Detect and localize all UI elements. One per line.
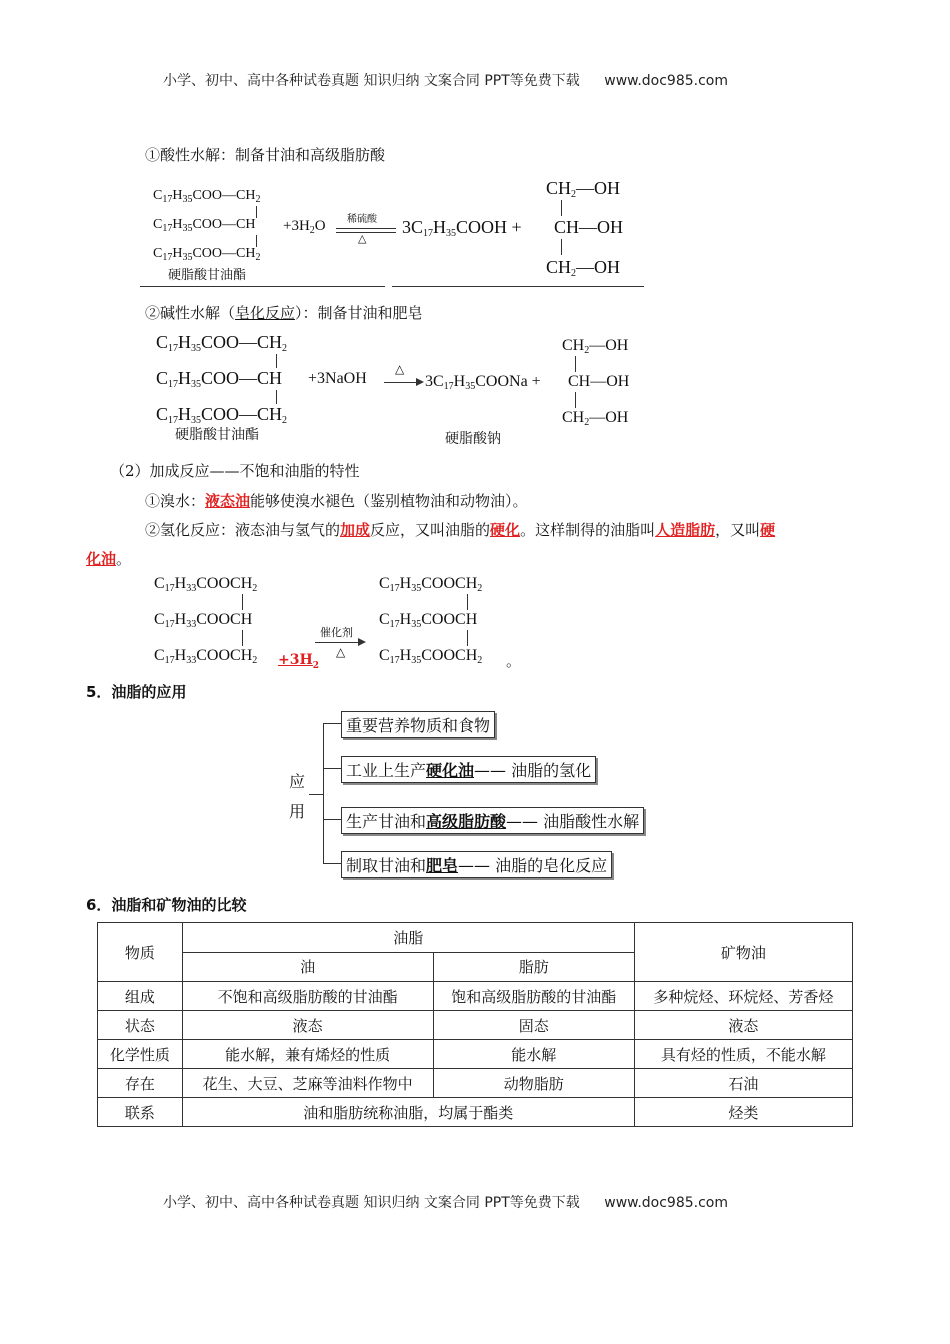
table-row: 状态 液态 固态 液态 xyxy=(98,1011,853,1040)
base-reactant-line-2: $C_{17}H_{35}COO—CH$ xyxy=(156,368,283,390)
base-heat: △ xyxy=(395,362,405,376)
base-hydrolysis-title: ②碱性水解（皂化反应）：制备甘油和肥皂 xyxy=(145,304,423,322)
header-mineral: 矿物油 xyxy=(634,923,852,982)
fat-line-1: $C_{17}H_{35}COOCH_2$ xyxy=(379,575,483,594)
acid-hydrolysis-title: ①酸性水解：制备甘油和高级脂肪酸 xyxy=(145,146,386,164)
hydrogenation-heat: △ xyxy=(336,645,346,659)
acid-glycerol-1: $CH_2—OH$ xyxy=(546,178,621,200)
acid-reactant-line-1: $C_{17}H_{35}COO—CH_2$ xyxy=(153,188,261,205)
section-6-title: 6．油脂和矿物油的比较 xyxy=(86,896,247,914)
applications-diagram xyxy=(285,707,665,887)
base-glycerol-2: CH—OH xyxy=(568,373,630,390)
equation-end: 。 xyxy=(506,652,522,670)
base-glycerol-1: $CH_2—OH$ xyxy=(562,337,629,356)
application-item: 制取甘油和肥皂—— 油脂的皂化反应 xyxy=(341,851,612,878)
fat-line-3: $C_{17}H_{35}COOCH_2$ xyxy=(379,647,483,666)
page-header xyxy=(163,70,728,90)
header-substance: 物质 xyxy=(98,923,183,982)
addition-title: （2）加成反应——不饱和油脂的特性 xyxy=(110,462,360,480)
hydrogenation-line-cont: 化油。 xyxy=(86,550,132,568)
footer-text: 小学、初中、高中各种试卷真题 知识归纳 文案合同 PPT等免费下载 xyxy=(163,1195,580,1211)
application-item: 重要营养物质和食物 xyxy=(341,711,495,738)
base-reagent: +3NaOH xyxy=(308,370,367,387)
acid-reactant-line-2: $C_{17}H_{35}COO—CH$ xyxy=(153,217,256,234)
base-hydrolysis-equation xyxy=(150,330,650,450)
header-url[interactable]: www.doc985.com xyxy=(604,73,728,89)
liquid-oil-term: 液态油 xyxy=(205,492,251,510)
hydrogenation-line: ②氢化反应：液态油与氢气的加成反应，又叫油脂的硬化。这样制得的油脂叫人造脂肪，又叫硬 xyxy=(145,521,776,539)
base-reactant-line-1: $C_{17}H_{35}COO—CH_2$ xyxy=(156,332,288,354)
hydrogen-reagent: $+3H_2$ xyxy=(278,652,319,671)
comparison-table xyxy=(97,922,853,1127)
page-footer xyxy=(163,1192,728,1212)
acid-catalyst: 稀硫酸 xyxy=(347,214,377,225)
acid-heat: △ xyxy=(358,232,367,245)
base-glycerol-3: $CH_2—OH$ xyxy=(562,409,629,428)
hydrogenation-equation xyxy=(150,572,530,672)
base-reactant-name: 硬脂酸甘油酯 xyxy=(175,427,259,443)
acid-reagent: $+3H_2O$ xyxy=(283,218,326,236)
base-reactant-line-3: $C_{17}H_{35}COO—CH_2$ xyxy=(156,404,288,426)
base-product: $3C_{17}H_{35}COONa$ + xyxy=(425,373,541,392)
acid-reactant-name: 硬脂酸甘油酯 xyxy=(168,268,247,283)
footer-url[interactable]: www.doc985.com xyxy=(604,1195,728,1211)
header-fat: 油脂 xyxy=(182,923,634,953)
fat-line-2: $C_{17}H_{35}COOCH$ xyxy=(379,611,478,630)
acid-hydrolysis-equation xyxy=(140,176,650,290)
saponification-term: 皂化反应 xyxy=(235,304,296,322)
acid-glycerol-2: CH—OH xyxy=(554,217,624,237)
application-item: 生产甘油和高级脂肪酸—— 油脂酸性水解 xyxy=(341,807,644,834)
diagram-root-1: 应 xyxy=(289,772,306,791)
base-product-name: 硬脂酸钠 xyxy=(445,431,501,447)
bromine-water-line: ①溴水：液态油能够使溴水褪色（鉴别植物油和动物油）。 xyxy=(145,492,528,510)
header-oil: 油 xyxy=(182,952,433,982)
acid-product: $3C_{17}H_{35}COOH$ + xyxy=(402,217,522,239)
acid-reactant-line-3: $C_{17}H_{35}COO—CH_2$ xyxy=(153,246,261,263)
table-row: 存在 花生、大豆、芝麻等油料作物中 动物脂肪 石油 xyxy=(98,1069,853,1098)
diagram-root-2: 用 xyxy=(289,802,306,821)
header-text: 小学、初中、高中各种试卷真题 知识归纳 文案合同 PPT等免费下载 xyxy=(163,73,580,89)
header-solid-fat: 脂肪 xyxy=(433,952,634,982)
application-item: 工业上生产硬化油—— 油脂的氢化 xyxy=(341,756,596,783)
oil-line-2: $C_{17}H_{33}COOCH$ xyxy=(154,611,253,630)
acid-glycerol-3: $CH_2—OH$ xyxy=(546,257,621,279)
table-row: 化学性质 能水解，兼有烯烃的性质 能水解 具有烃的性质，不能水解 xyxy=(98,1040,853,1069)
oil-line-3: $C_{17}H_{33}COOCH_2$ xyxy=(154,647,258,666)
table-row: 联系 油和脂肪统称油脂，均属于酯类 烃类 xyxy=(98,1098,853,1127)
oil-line-1: $C_{17}H_{33}COOCH_2$ xyxy=(154,575,258,594)
hydrogenation-catalyst: 催化剂 xyxy=(320,626,353,639)
section-5-title: 5．油脂的应用 xyxy=(86,683,187,701)
table-row: 组成 不饱和高级脂肪酸的甘油酯 饱和高级脂肪酸的甘油酯 多种烷烃、环烷烃、芳香烃 xyxy=(98,982,853,1011)
